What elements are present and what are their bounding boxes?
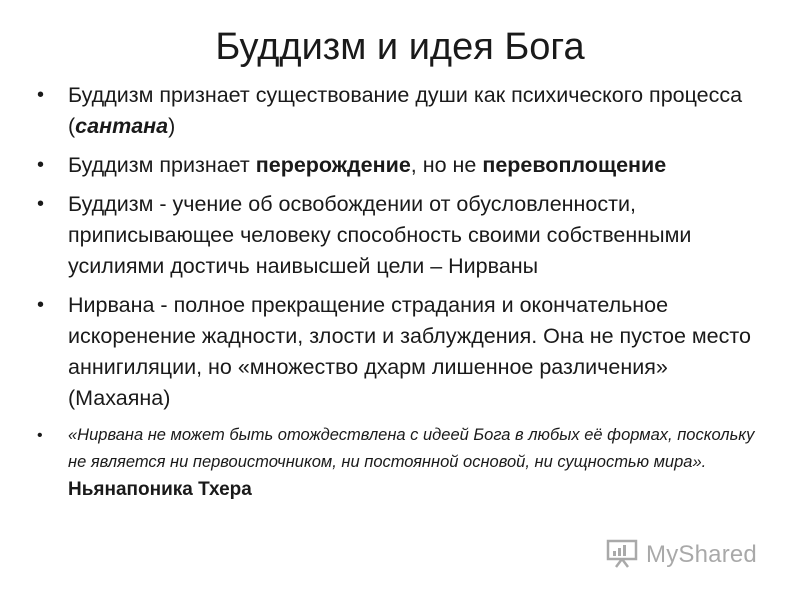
bullet-text: , но не [410,153,483,177]
bullet-item [34,290,774,414]
bullet-text: Буддизм признает существование души как психического процесса ( [68,83,743,138]
bullet-text: Буддизм - учение об освобождении от обусловленности, приписывающее человеку способность своими собственными усилиями достичь наивысшей цели – Нирваны [68,192,692,278]
watermark [606,538,757,572]
bullet-dot: • [37,154,45,176]
bullet-item [34,150,774,181]
bullet-emphasis: перевоплощение [482,153,667,177]
bullet-dot: • [37,294,45,316]
bullet-text: Буддизм признает [68,153,256,177]
bullet-item [34,189,774,282]
bullet-text: ) [168,114,176,138]
quote-text: «Нирвана не может быть отождествлена с идеей Бога в любых её формах, поскольку не является ни первоисточником, ни постоянной основой, ни сущностью мира». [68,426,755,471]
quote-item [34,422,774,504]
presentation-board-icon [606,538,640,573]
bullet-emphasis: сантана [75,114,169,138]
bullet-dot: • [37,193,45,215]
bullet-dot: • [37,84,45,106]
watermark-text: MyShared [646,541,757,568]
bullet-text: Нирвана - полное прекращение страдания и окончательное искоренение жадности, злости и заблуждения. Она не пустое место аннигиляции, но «множество дхарм лишенное различения» (Махаяна) [68,293,751,410]
bullet-list [34,80,774,512]
bullet-item [34,80,774,142]
quote-author: Ньянапоника Тхера [68,479,252,500]
slide-title: Буддизм и идея Бога [215,26,585,68]
bullet-emphasis: перерождение [255,153,411,177]
bullet-dot: • [37,427,43,444]
